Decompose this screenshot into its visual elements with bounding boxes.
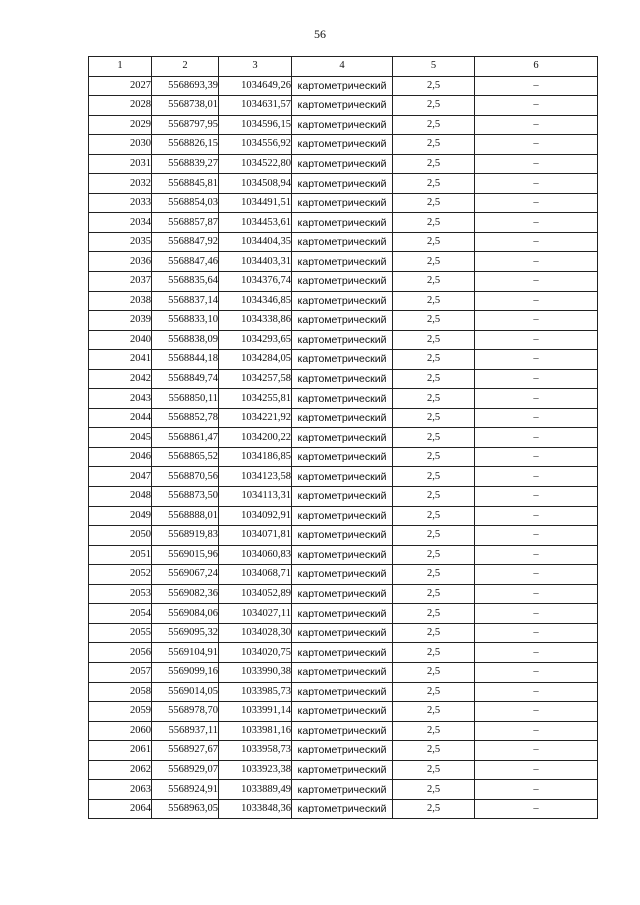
note-cell: – — [475, 272, 598, 292]
coordinate-x-cell: 5568833,10 — [152, 311, 219, 331]
accuracy-cell: 2,5 — [393, 408, 475, 428]
note-cell: – — [475, 526, 598, 546]
note-cell: – — [475, 428, 598, 448]
table-row — [89, 350, 598, 370]
coordinate-y-cell: 1034453,61 — [219, 213, 292, 233]
method-cell: картометрический — [292, 291, 393, 311]
table-row — [89, 799, 598, 819]
accuracy-cell: 2,5 — [393, 799, 475, 819]
coordinate-x-cell: 5568857,87 — [152, 213, 219, 233]
coordinate-y-cell: 1034596,15 — [219, 115, 292, 135]
method-cell: картометрический — [292, 252, 393, 272]
table-row — [89, 369, 598, 389]
coordinate-x-cell: 5568929,07 — [152, 760, 219, 780]
point-number-cell: 2036 — [89, 252, 152, 272]
point-number-cell: 2061 — [89, 741, 152, 761]
accuracy-cell: 2,5 — [393, 545, 475, 565]
coordinate-x-cell: 5568847,92 — [152, 232, 219, 252]
table-row — [89, 135, 598, 155]
note-cell: – — [475, 232, 598, 252]
note-cell: – — [475, 350, 598, 370]
method-cell: картометрический — [292, 193, 393, 213]
note-cell: – — [475, 604, 598, 624]
coordinate-x-cell: 5568845,81 — [152, 174, 219, 194]
table-row — [89, 193, 598, 213]
accuracy-cell: 2,5 — [393, 643, 475, 663]
point-number-cell: 2032 — [89, 174, 152, 194]
point-number-cell: 2028 — [89, 96, 152, 116]
note-cell: – — [475, 135, 598, 155]
point-number-cell: 2049 — [89, 506, 152, 526]
table-row — [89, 682, 598, 702]
table-row — [89, 291, 598, 311]
table-row — [89, 232, 598, 252]
column-header: 5 — [393, 57, 475, 77]
note-cell: – — [475, 682, 598, 702]
method-cell: картометрический — [292, 350, 393, 370]
method-cell: картометрический — [292, 721, 393, 741]
method-cell: картометрический — [292, 408, 393, 428]
coordinate-y-cell: 1033923,38 — [219, 760, 292, 780]
coordinate-y-cell: 1034221,92 — [219, 408, 292, 428]
point-number-cell: 2051 — [89, 545, 152, 565]
note-cell: – — [475, 565, 598, 585]
accuracy-cell: 2,5 — [393, 780, 475, 800]
note-cell: – — [475, 389, 598, 409]
table-row — [89, 428, 598, 448]
coordinate-y-cell: 1034403,31 — [219, 252, 292, 272]
note-cell: – — [475, 76, 598, 96]
table-row — [89, 447, 598, 467]
accuracy-cell: 2,5 — [393, 135, 475, 155]
table-row — [89, 662, 598, 682]
column-header: 4 — [292, 57, 393, 77]
table-row — [89, 311, 598, 331]
table-row — [89, 584, 598, 604]
note-cell: – — [475, 545, 598, 565]
coordinate-x-cell: 5568738,01 — [152, 96, 219, 116]
accuracy-cell: 2,5 — [393, 487, 475, 507]
accuracy-cell: 2,5 — [393, 154, 475, 174]
table-row — [89, 741, 598, 761]
coordinate-y-cell: 1034060,83 — [219, 545, 292, 565]
method-cell: картометрический — [292, 682, 393, 702]
table-row — [89, 780, 598, 800]
accuracy-cell: 2,5 — [393, 330, 475, 350]
note-cell: – — [475, 193, 598, 213]
coordinate-y-cell: 1034071,81 — [219, 526, 292, 546]
coordinate-y-cell: 1034338,86 — [219, 311, 292, 331]
point-number-cell: 2056 — [89, 643, 152, 663]
accuracy-cell: 2,5 — [393, 76, 475, 96]
coordinate-y-cell: 1034068,71 — [219, 565, 292, 585]
coordinate-x-cell: 5568838,09 — [152, 330, 219, 350]
coordinate-y-cell: 1034257,58 — [219, 369, 292, 389]
note-cell: – — [475, 291, 598, 311]
coordinate-x-cell: 5568835,64 — [152, 272, 219, 292]
coordinate-x-cell: 5568854,03 — [152, 193, 219, 213]
table-row — [89, 506, 598, 526]
method-cell: картометрический — [292, 115, 393, 135]
coordinate-y-cell: 1033848,36 — [219, 799, 292, 819]
method-cell: картометрический — [292, 487, 393, 507]
coordinate-x-cell: 5568873,50 — [152, 487, 219, 507]
point-number-cell: 2037 — [89, 272, 152, 292]
coordinate-y-cell: 1034052,89 — [219, 584, 292, 604]
point-number-cell: 2048 — [89, 487, 152, 507]
note-cell: – — [475, 330, 598, 350]
coordinate-x-cell: 5568839,27 — [152, 154, 219, 174]
method-cell: картометрический — [292, 526, 393, 546]
coordinate-y-cell: 1034649,26 — [219, 76, 292, 96]
coordinate-x-cell: 5569015,96 — [152, 545, 219, 565]
coordinate-x-cell: 5568870,56 — [152, 467, 219, 487]
coordinate-y-cell: 1034186,85 — [219, 447, 292, 467]
note-cell: – — [475, 447, 598, 467]
coordinate-x-cell: 5568849,74 — [152, 369, 219, 389]
coordinate-y-cell: 1033990,38 — [219, 662, 292, 682]
coordinate-x-cell: 5568927,67 — [152, 741, 219, 761]
note-cell: – — [475, 252, 598, 272]
method-cell: картометрический — [292, 428, 393, 448]
accuracy-cell: 2,5 — [393, 604, 475, 624]
point-number-cell: 2027 — [89, 76, 152, 96]
point-number-cell: 2053 — [89, 584, 152, 604]
note-cell: – — [475, 584, 598, 604]
accuracy-cell: 2,5 — [393, 174, 475, 194]
note-cell: – — [475, 154, 598, 174]
note-cell: – — [475, 408, 598, 428]
page-number: 56 — [314, 27, 326, 41]
note-cell: – — [475, 115, 598, 135]
method-cell: картометрический — [292, 623, 393, 643]
note-cell: – — [475, 213, 598, 233]
coordinate-x-cell: 5568844,18 — [152, 350, 219, 370]
coordinate-x-cell: 5568850,11 — [152, 389, 219, 409]
point-number-cell: 2043 — [89, 389, 152, 409]
note-cell: – — [475, 506, 598, 526]
coordinate-y-cell: 1034092,91 — [219, 506, 292, 526]
accuracy-cell: 2,5 — [393, 526, 475, 546]
point-number-cell: 2054 — [89, 604, 152, 624]
method-cell: картометрический — [292, 174, 393, 194]
accuracy-cell: 2,5 — [393, 428, 475, 448]
accuracy-cell: 2,5 — [393, 193, 475, 213]
coordinate-x-cell: 5568861,47 — [152, 428, 219, 448]
table-body — [89, 76, 598, 819]
method-cell: картометрический — [292, 389, 393, 409]
table-row — [89, 252, 598, 272]
point-number-cell: 2031 — [89, 154, 152, 174]
coordinate-y-cell: 1034293,65 — [219, 330, 292, 350]
column-header: 1 — [89, 57, 152, 77]
table-row — [89, 721, 598, 741]
method-cell: картометрический — [292, 506, 393, 526]
coordinate-x-cell: 5568847,46 — [152, 252, 219, 272]
coordinate-x-cell: 5568978,70 — [152, 702, 219, 722]
method-cell: картометрический — [292, 232, 393, 252]
coordinate-x-cell: 5569099,16 — [152, 662, 219, 682]
table-row — [89, 604, 598, 624]
note-cell: – — [475, 174, 598, 194]
point-number-cell: 2058 — [89, 682, 152, 702]
note-cell: – — [475, 760, 598, 780]
coordinate-x-cell: 5569104,91 — [152, 643, 219, 663]
coordinate-x-cell: 5568852,78 — [152, 408, 219, 428]
table-row — [89, 760, 598, 780]
note-cell: – — [475, 467, 598, 487]
column-header: 6 — [475, 57, 598, 77]
coordinate-x-cell: 5568837,14 — [152, 291, 219, 311]
table-row — [89, 526, 598, 546]
coordinate-y-cell: 1034491,51 — [219, 193, 292, 213]
method-cell: картометрический — [292, 272, 393, 292]
coordinate-y-cell: 1034522,80 — [219, 154, 292, 174]
method-cell: картометрический — [292, 154, 393, 174]
point-number-cell: 2055 — [89, 623, 152, 643]
method-cell: картометрический — [292, 369, 393, 389]
accuracy-cell: 2,5 — [393, 584, 475, 604]
coordinate-y-cell: 1034113,31 — [219, 487, 292, 507]
method-cell: картометрический — [292, 604, 393, 624]
coordinate-x-cell: 5568937,11 — [152, 721, 219, 741]
column-header: 3 — [219, 57, 292, 77]
coordinate-x-cell: 5568826,15 — [152, 135, 219, 155]
point-number-cell: 2052 — [89, 565, 152, 585]
method-cell: картометрический — [292, 330, 393, 350]
note-cell: – — [475, 662, 598, 682]
coordinate-x-cell: 5568888,01 — [152, 506, 219, 526]
column-header: 2 — [152, 57, 219, 77]
method-cell: картометрический — [292, 447, 393, 467]
accuracy-cell: 2,5 — [393, 272, 475, 292]
method-cell: картометрический — [292, 643, 393, 663]
point-number-cell: 2040 — [89, 330, 152, 350]
note-cell: – — [475, 780, 598, 800]
table-row — [89, 702, 598, 722]
coordinate-y-cell: 1034200,22 — [219, 428, 292, 448]
point-number-cell: 2033 — [89, 193, 152, 213]
accuracy-cell: 2,5 — [393, 252, 475, 272]
accuracy-cell: 2,5 — [393, 350, 475, 370]
coordinate-y-cell: 1034556,92 — [219, 135, 292, 155]
coordinate-x-cell: 5568865,52 — [152, 447, 219, 467]
coordinate-x-cell: 5569082,36 — [152, 584, 219, 604]
accuracy-cell: 2,5 — [393, 232, 475, 252]
note-cell: – — [475, 369, 598, 389]
point-number-cell: 2039 — [89, 311, 152, 331]
coordinate-y-cell: 1033889,49 — [219, 780, 292, 800]
table-header — [89, 57, 598, 77]
coordinate-y-cell: 1034123,58 — [219, 467, 292, 487]
accuracy-cell: 2,5 — [393, 291, 475, 311]
note-cell: – — [475, 702, 598, 722]
method-cell: картометрический — [292, 741, 393, 761]
accuracy-cell: 2,5 — [393, 721, 475, 741]
method-cell: картометрический — [292, 467, 393, 487]
table-row — [89, 76, 598, 96]
table-row — [89, 408, 598, 428]
table-row — [89, 545, 598, 565]
accuracy-cell: 2,5 — [393, 311, 475, 331]
coordinate-x-cell: 5569067,24 — [152, 565, 219, 585]
table-row — [89, 96, 598, 116]
note-cell: – — [475, 96, 598, 116]
point-number-cell: 2047 — [89, 467, 152, 487]
accuracy-cell: 2,5 — [393, 760, 475, 780]
accuracy-cell: 2,5 — [393, 565, 475, 585]
coordinate-y-cell: 1034255,81 — [219, 389, 292, 409]
coordinate-y-cell: 1034020,75 — [219, 643, 292, 663]
point-number-cell: 2063 — [89, 780, 152, 800]
method-cell: картометрический — [292, 545, 393, 565]
point-number-cell: 2034 — [89, 213, 152, 233]
table-row — [89, 467, 598, 487]
point-number-cell: 2042 — [89, 369, 152, 389]
point-number-cell: 2041 — [89, 350, 152, 370]
table-row — [89, 174, 598, 194]
accuracy-cell: 2,5 — [393, 213, 475, 233]
accuracy-cell: 2,5 — [393, 702, 475, 722]
accuracy-cell: 2,5 — [393, 447, 475, 467]
table-row — [89, 272, 598, 292]
coordinate-y-cell: 1034376,74 — [219, 272, 292, 292]
method-cell: картометрический — [292, 96, 393, 116]
table-row — [89, 565, 598, 585]
point-number-cell: 2064 — [89, 799, 152, 819]
note-cell: – — [475, 799, 598, 819]
point-number-cell: 2050 — [89, 526, 152, 546]
coordinate-y-cell: 1033991,14 — [219, 702, 292, 722]
coordinate-y-cell: 1034284,05 — [219, 350, 292, 370]
accuracy-cell: 2,5 — [393, 389, 475, 409]
point-number-cell: 2035 — [89, 232, 152, 252]
coordinate-x-cell: 5568924,91 — [152, 780, 219, 800]
coordinate-x-cell: 5568919,83 — [152, 526, 219, 546]
coordinate-y-cell: 1033958,73 — [219, 741, 292, 761]
method-cell: картометрический — [292, 780, 393, 800]
method-cell: картометрический — [292, 584, 393, 604]
table-row — [89, 487, 598, 507]
coordinate-y-cell: 1034404,35 — [219, 232, 292, 252]
coordinate-x-cell: 5568797,95 — [152, 115, 219, 135]
table-row — [89, 213, 598, 233]
coordinate-y-cell: 1034028,30 — [219, 623, 292, 643]
method-cell: картометрический — [292, 76, 393, 96]
accuracy-cell: 2,5 — [393, 96, 475, 116]
point-number-cell: 2029 — [89, 115, 152, 135]
accuracy-cell: 2,5 — [393, 682, 475, 702]
coordinate-y-cell: 1033985,73 — [219, 682, 292, 702]
note-cell: – — [475, 487, 598, 507]
point-number-cell: 2030 — [89, 135, 152, 155]
method-cell: картометрический — [292, 702, 393, 722]
accuracy-cell: 2,5 — [393, 741, 475, 761]
table-row — [89, 115, 598, 135]
accuracy-cell: 2,5 — [393, 506, 475, 526]
method-cell: картометрический — [292, 135, 393, 155]
note-cell: – — [475, 741, 598, 761]
accuracy-cell: 2,5 — [393, 115, 475, 135]
point-number-cell: 2060 — [89, 721, 152, 741]
coordinate-y-cell: 1034346,85 — [219, 291, 292, 311]
coordinates-table — [88, 56, 598, 819]
point-number-cell: 2046 — [89, 447, 152, 467]
table-row — [89, 643, 598, 663]
header-row — [89, 57, 598, 77]
method-cell: картометрический — [292, 311, 393, 331]
coordinate-y-cell: 1034508,94 — [219, 174, 292, 194]
method-cell: картометрический — [292, 565, 393, 585]
note-cell: – — [475, 721, 598, 741]
note-cell: – — [475, 311, 598, 331]
method-cell: картометрический — [292, 760, 393, 780]
method-cell: картометрический — [292, 799, 393, 819]
point-number-cell: 2062 — [89, 760, 152, 780]
table-row — [89, 330, 598, 350]
coordinate-y-cell: 1033981,16 — [219, 721, 292, 741]
coordinate-x-cell: 5569084,06 — [152, 604, 219, 624]
method-cell: картометрический — [292, 662, 393, 682]
accuracy-cell: 2,5 — [393, 369, 475, 389]
table-row — [89, 154, 598, 174]
note-cell: – — [475, 623, 598, 643]
point-number-cell: 2038 — [89, 291, 152, 311]
accuracy-cell: 2,5 — [393, 467, 475, 487]
coordinate-y-cell: 1034631,57 — [219, 96, 292, 116]
accuracy-cell: 2,5 — [393, 623, 475, 643]
coordinate-x-cell: 5568963,05 — [152, 799, 219, 819]
point-number-cell: 2045 — [89, 428, 152, 448]
coordinate-x-cell: 5568693,39 — [152, 76, 219, 96]
table-row — [89, 623, 598, 643]
coordinate-x-cell: 5569014,05 — [152, 682, 219, 702]
note-cell: – — [475, 643, 598, 663]
method-cell: картометрический — [292, 213, 393, 233]
point-number-cell: 2059 — [89, 702, 152, 722]
point-number-cell: 2057 — [89, 662, 152, 682]
coordinate-y-cell: 1034027,11 — [219, 604, 292, 624]
table-row — [89, 389, 598, 409]
point-number-cell: 2044 — [89, 408, 152, 428]
accuracy-cell: 2,5 — [393, 662, 475, 682]
coordinate-x-cell: 5569095,32 — [152, 623, 219, 643]
